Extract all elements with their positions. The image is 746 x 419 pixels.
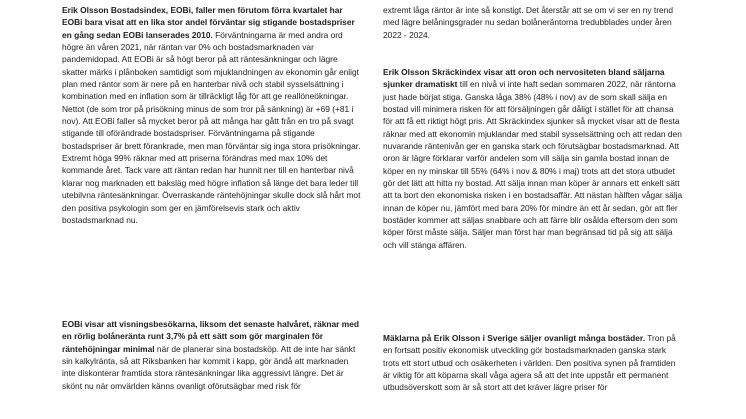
paragraph-brokers [383, 332, 683, 394]
paragraph-eobi-index [62, 4, 362, 226]
paragraph-continued-body: extremt låga räntor är inte så konstigt. Det återstår att se om vi ser en ny trend med lägre belåningsgrader nu sedan bolåneräntorna tredubblades under åren 2022 - 2024. [383, 5, 673, 40]
paragraph-fear-index-lead: Erik Olsson Skräckindex visar att oron och nervositeten bland säljarna sjunker dramatiskt [383, 67, 665, 90]
paragraph-viewing-visitors-lead: EOBi visar att visningsbesökarna, liksom det senaste halvåret, räknar med en rörlig bolåneränta runt 3,7% på ett sätt som gör marginalen för räntehöjningar minimal [62, 319, 359, 354]
paragraph-brokers-body: Tron på en fortsatt positiv ekonomisk utveckling gör bostadsmarknaden ganska stark trots ett stort utbud och osäkerheten i världen. Den positiva synen på framtiden är viktig för att köparna skall våga agera så att det inte uppstår ett permanent utbudsöverskott som är så stort att det kräver lägre priser för [383, 333, 676, 393]
paragraph-eobi-index-lead: Erik Olsson Bostadsindex, EOBi, faller men förutom förra kvartalet har EOBi bara visat att en lika stor andel förväntar sig stigande bostadspriser en gång sedan EOBi lanserades 2010. [62, 5, 355, 40]
paragraph-viewing-visitors [62, 318, 362, 392]
paragraph-fear-index [383, 66, 683, 251]
paragraph-continued [383, 4, 683, 41]
paragraph-fear-index-body: till en nivå vi inte haft sedan sommaren 2022, när räntorna just hade börjat stiga. Ganska låga 38% (48% i nov) av de som skall sälja en bostad vill minimera risken för att försäljningen går dåligt i stället för att chansa för att få ett riktigt högt pris. Att Skräckindex sjunker så mycket visar att de flesta räknar med att ekonomin mjuklandar med stabil sysselsättning och att redan den nuvarande räntenivån ger en ganska stark och förutsägbar bostadsmarknad. Att oron är lägre förklarar varför andelen som vill sälja sin gamla bostad innan de köper en ny minskar till 55% (64% i nov & 80% i maj) trots att det stora utbudet gör det lätt att hitta ny bostad. Att sälja innan man köper är annars ett enkelt sätt att ta bort den ekonomiska risken i en bostadsaffär. Att nästan hälften vågar sälja innan de köper nu, jämfört med bara 20% för mindre än ett år sedan, gör att fler bostäder kommer att säljas snabbare och att färre blir osålda eftersom den som köper först måste sälja. Säljer man först har man begränsad tid på sig att sälja och vill stänga affären. [383, 79, 683, 250]
paragraph-brokers-lead: Mäklarna på Erik Olsson i Sverige säljer ovanligt många bostäder. [383, 333, 646, 343]
paragraph-viewing-visitors-body: när de planerar sina bostadsköp. Att de inte har sänkt sin kalkylränta, så att Riksbanken har kommit i kapp, gör ändå att marknaden inte diskonterar framtida stora räntesänkningar lika aggressivt längre. Det är skönt nu när omvärlden känns ovanligt oförutsägbar med risk för [62, 343, 356, 391]
paragraph-eobi-index-body: Förväntningarna är med andra ord högre än våren 2021, när räntan var 0% och bostadsmarknaden var pandemidopad. Att EOBi är så högt beror på att räntesänkningar och lägre skatter märks i plånboken samtidigt som mjuklandningen av ekonomin går enligt plan med räntor som är nere på en hanterbar nivå och stabil sysselsättning i kombination med en inflation som är tillräckligt låg för att ge reallöneökningar. Nettot (de som tror på prisökning minus de som tror på sänkning) är +69 (+81 i nov). Att EOBi faller så mycket beror på att många har gått från en tro på svagt stigande till oförändrade bostadspriser. Förväntningarna på stigande bostadspriser är brett förankrade, men man förväntar sig inga stora prisökningar. Extremt höga 99% räknar med att priserna förändras med max 10% det kommande året. Tack vare att räntan redan har hunnit ner till en hanterbar nivå klarar nog marknaden ett baksläg med högre inflation så länge det bara leder till utebilvna räntesänkningar. Överraskande räntehöjningar skulle dock slå hårt mot den positiva psykologin som ger en jämförelsevis stark och aktiv bostadsmarknad nu. [62, 29, 361, 225]
